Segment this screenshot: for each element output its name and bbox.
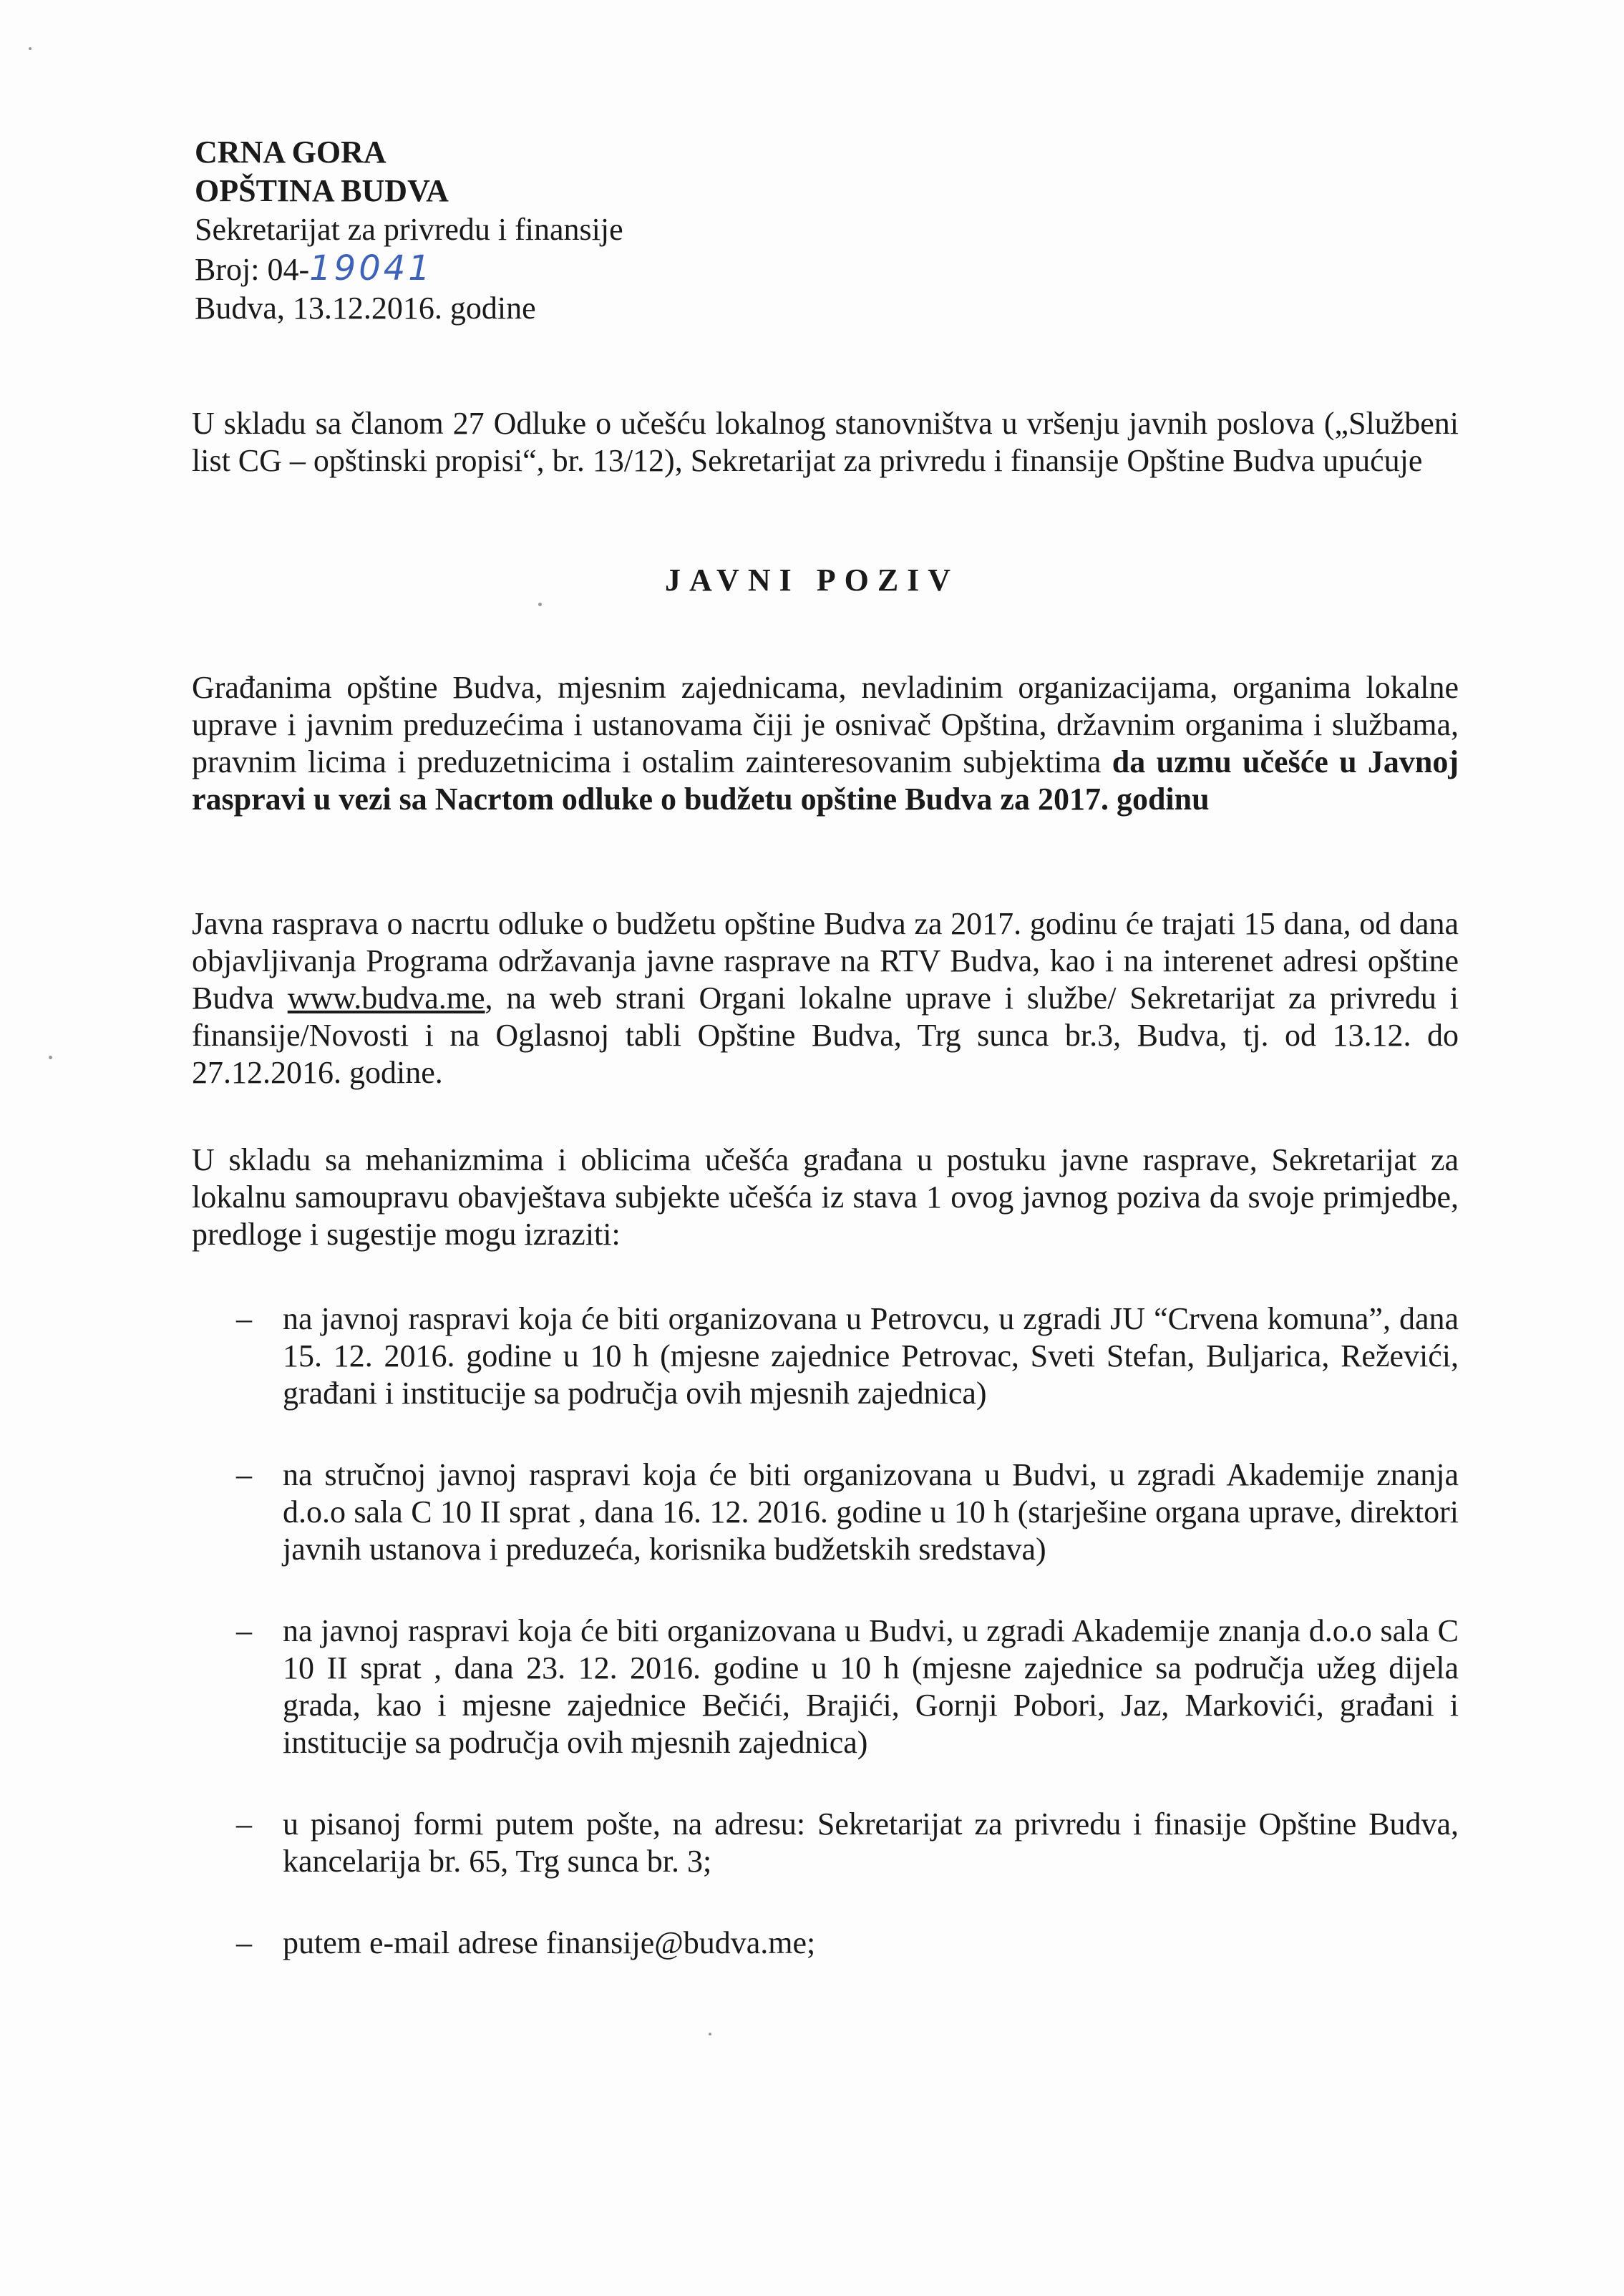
list-item (192, 1456, 1459, 1568)
list-item-text: u pisanoj formi putem pošte, na adresu: Sekretarijat za privredu i finasije Opštine Budva, kancelarija br. 65, Trg sunca br. 3; (283, 1806, 1459, 1879)
list-item-text: na stručnoj javnoj raspravi koja će biti organizovana u Budvi, u zgradi Akademije znanja d.o.o sala C 10 II sprat , dana 16. 12. 2016. godine u 10 h (starješine organa uprave, direktori javnih ustanova i preduzeća, korisnika budžetskih sredstava) (283, 1457, 1459, 1567)
municipality-name: OPŠTINA BUDVA (195, 173, 449, 208)
list-dash: – (236, 1613, 252, 1648)
department-name: Sekretarijat za privredu i finansije (195, 212, 623, 247)
paragraph-invitation (192, 669, 1459, 818)
list-item (192, 1300, 1459, 1412)
list-dash: – (236, 1457, 252, 1492)
list-item-text: putem e-mail adrese finansije@budva.me; (283, 1925, 816, 1960)
country-name: CRNA GORA (195, 135, 386, 170)
document-title: JAVNI POZIV (664, 563, 960, 598)
document-number (195, 249, 623, 289)
scan-speck (49, 1056, 52, 1059)
scan-speck (538, 603, 542, 606)
website-link[interactable]: www.budva.me (287, 981, 485, 1016)
list-item (192, 1612, 1459, 1761)
scan-speck (29, 47, 31, 50)
list-item-text: na javnoj raspravi koja će biti organizovana u Petrovcu, u zgradi JU “Crvena komuna”, dana 15. 12. 2016. godine u 10 h (mjesne zajednice Petrovac, Sveti Stefan, Buljarica, Reževići, građani i institucije sa područja ovih mjesnih zajednica) (283, 1301, 1459, 1411)
invitation-bold-text: da uzmu učešće u Javnoj raspravi u vezi sa Nacrtom odluke o budžetu opštine Budva za 2017. godinu (192, 744, 1459, 817)
scan-speck (709, 2033, 711, 2035)
place-date: Budva, 13.12.2016. godine (195, 291, 536, 326)
paragraph-duration (192, 905, 1459, 1091)
paragraph-mechanisms: U skladu sa mehanizmima i oblicima učešća građana u postuku javne rasprave, Sekretarijat za lokalnu samoupravu obavještava subjekte učešća iz stava 1 ovog javnog poziva da svoje primjedbe, predloge i sugestije mogu izraziti: (192, 1142, 1459, 1252)
duration-text: Javna rasprava o nacrtu odluke o budžetu opštine Budva za 2017. godinu će trajati 15 dana, od dana objavljivanja Programa održavanja javne rasprave na RTV Budva, kao i na interenet adresi opštine Budva (192, 906, 1459, 1016)
list-item-text: na javnoj raspravi koja će biti organizovana u Budvi, u zgradi Akademije znanja d.o.o sala C 10 II sprat , dana 23. 12. 2016. godine u 10 h (mjesne zajednice sa područja užeg dijela grada, kao i mjesne zajednice Bečići, Brajići, Gornji Pobori, Jaz, Markovići, građani i institucije sa područja ovih mjesnih zajednica) (283, 1613, 1459, 1760)
list-item (192, 1806, 1459, 1880)
letterhead (195, 133, 623, 328)
list-dash: – (236, 1806, 252, 1842)
list-dash: – (236, 1301, 252, 1336)
intro-paragraph: U skladu sa članom 27 Odluke o učešću lokalnog stanovništva u vršenju javnih poslova („Službeni list CG – opštinski propisi“, br. 13/12), Sekretarijat za privredu i finansije Opštine Budva upućuje (192, 406, 1459, 478)
list-dash: – (236, 1925, 252, 1960)
participation-list (192, 1300, 1459, 1962)
handwritten-number: 19041 (309, 248, 433, 288)
invitation-text: Građanima opštine Budva, mjesnim zajednicama, nevladinim organizacijama, organima lokalne uprave i javnim preduzećima i ustanovama čiji je osnivač Opština, državnim organima i službama, pravnim licima i preduzetnicima i ostalim zainteresovanim subjektima (192, 670, 1459, 779)
list-item (192, 1925, 1459, 1962)
duration-text-cont: , na web strani Organi lokalne uprave i službe/ Sekretarijat za privredu i finansije/Novosti i na Oglasnoj tabli Opštine Budva, Trg sunca br.3, Budva, tj. od 13.12. do 27.12.2016. godine. (192, 981, 1459, 1090)
number-prefix: Broj: 04- (195, 252, 310, 287)
